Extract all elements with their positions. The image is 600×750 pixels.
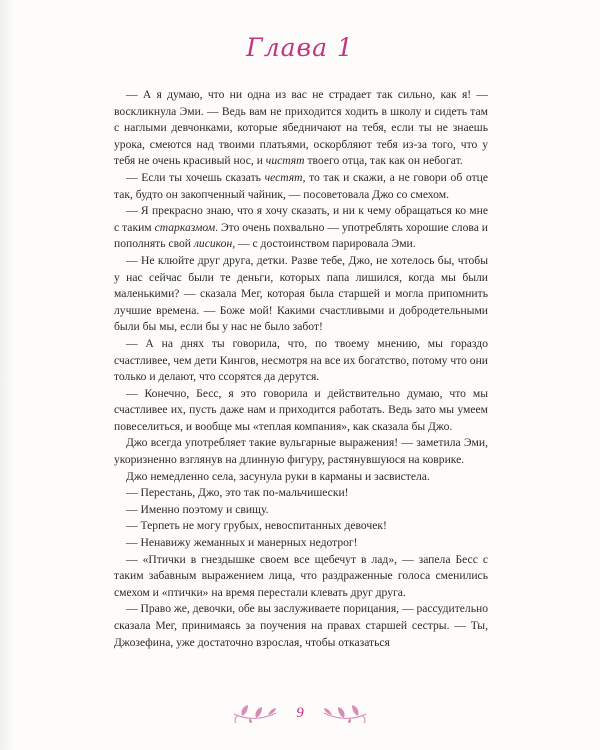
text-run: — Именно поэтому и свищу. [126,502,269,516]
paragraph [114,552,488,602]
text-run: — Я прекрасно знаю, что я хочу сказать, и ни к чему обращаться ко мне с таким [114,204,488,234]
paragraph [114,203,488,253]
text-run: — Не клюйте друг друга, детки. Разве тебе, Джо, не хотелось бы, чтобы у нас сейчас были те деньги, которых папа лишился, когда мы были маленькими? — сказала Мег, которая была старшей и могла припомнить лучшие времена. — Боже мой! Какими счастливыми и добродетельными были бы мы, если бы у нас не было забот! [114,253,488,334]
leaf-ornament-icon [322,702,368,724]
text-run: — А на днях ты говорила, что, по твоему мнению, мы гораздо счастливее, чем дети Кингов, несмотря на все их богатство, потому что они только и делают, что ссорятся да дерутся. [114,336,489,384]
paragraph [114,386,488,436]
paragraph [114,87,488,170]
text-run: — Конечно, Бесс, я это говорила и действительно думаю, что мы счастливее их, пусть даже нам и приходится работать. Ведь зато мы умеем повеселиться, и вообще мы «теплая компания», как сказала бы Джо. [114,386,488,433]
text-run: твоего отца, так как он небогат. [304,154,463,168]
paragraph [114,469,488,486]
text-run: — Если ты хочешь сказать [126,170,265,184]
italic-word: честят [264,170,303,184]
chapter-title: Глава 1 [246,33,354,62]
paragraph [114,336,488,386]
text-run: — Право же, девочки, обе вы заслуживаете порицания, — рассудительно сказала Мег, принимаясь за поучения на правах старшей сестры. — Ты, Джозефина, уже достаточно взрослая, чтобы отказаться [114,602,489,649]
text-run: — Перестань, Джо, это так по-мальчишески! [126,486,349,500]
text-run: — А я думаю, что ни одна из вас не страдает так сильно, как я! — воскликнула Эми. — Ведь вам не приходится ходить в школу и сидеть там с наглыми девчонками, которые ябедничают на тебя, если ты не знаешь урока, смеются над твоими платьями, оскорбляют тебя из-за того, что у тебя не очень красивый нос, и [114,88,488,168]
page-number: 9 [296,705,304,721]
italic-word: лисикон, [193,237,236,251]
text-run: , то так и скажи, а не говори об отце так, будто он закопченный чайник, — посоветовала Джо со смехом. [114,170,488,201]
text-run: — Ненавижу жеманных и манерных недотрог! [126,536,358,550]
paragraph [114,253,488,336]
text-run: Джо немедленно села, засунула руки в карманы и засвистела. [126,469,430,483]
paragraph [114,535,488,552]
page-gutter-shadow [0,0,14,750]
paragraph [114,170,488,203]
paragraph [114,435,488,468]
paragraph [114,485,488,502]
text-run: — с достоинством парировала Эми. [235,237,416,251]
paragraph [114,601,488,651]
paragraph [114,502,488,519]
text-run: . Это очень похвально — употреблять хорошие слова и пополнять свой [114,220,488,251]
text-run: — «Птички в гнездышке своем все щебечут в лад», — запела Бесс с таким забавным выражением лица, что раздраженные голоса сменились смехом и «птички» на время перестали клевать друг друга. [114,552,488,599]
text-run: — Терпеть не могу грубых, невоспитанных девочек! [126,519,387,533]
italic-word: чистят [265,154,305,168]
paragraph [114,518,488,535]
italic-word: старказмом [154,220,216,234]
text-run: Джо всегда употребляет такие вульгарные выражения! — заметила Эми, укоризненно взглянув на длинную фигуру, растянувшуюся на коврике. [114,436,488,467]
body-text [114,87,488,651]
page-footer [232,702,368,728]
